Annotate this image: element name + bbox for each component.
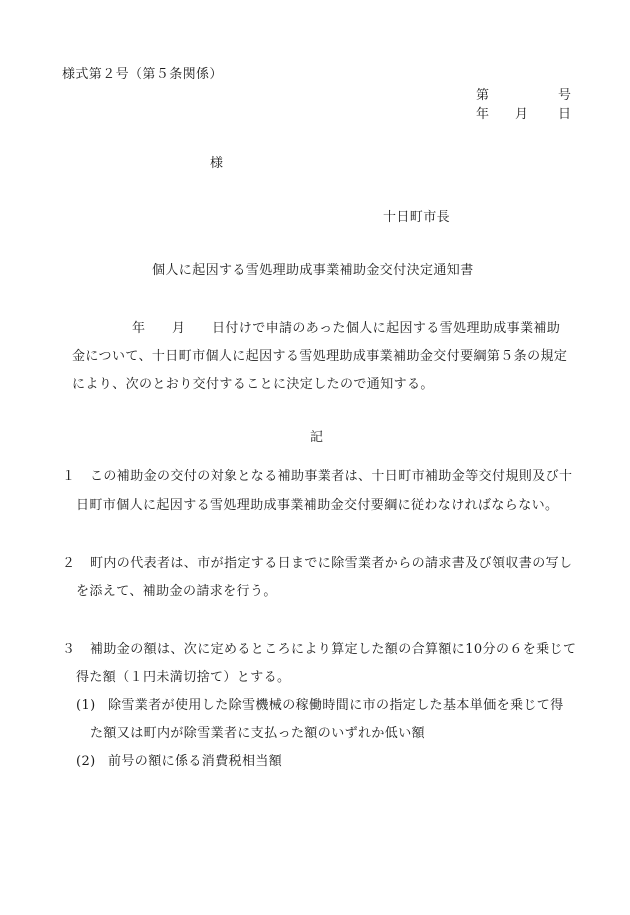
date-month-label: 月: [515, 107, 529, 122]
item-text-line: 補助金の額は、次に定めるところにより算定した額の合算額に10分の６を乗じて: [90, 642, 577, 657]
item-text-line: 日町市個人に起因する雪処理助成事業補助金交付要綱に従わなければならない。: [76, 498, 559, 513]
subitem-text-line: 前号の額に係る消費税相当額: [108, 754, 283, 769]
item-text-line: この補助金の交付の対象となる補助事業者は、十日町市補助金等交付規則及び十: [90, 469, 573, 484]
intro-line-2: 金について、十日町市個人に起因する雪処理助成事業補助金交付要綱第５条の規定: [72, 349, 568, 364]
subitem-number: (1): [76, 698, 96, 713]
ki-heading: 記: [310, 430, 324, 445]
form-number: 様式第２号（第５条関係）: [62, 67, 223, 82]
document-number-prefix: 第: [476, 88, 490, 103]
intro-line-3: により、次のとおり交付することに決定したので通知する。: [72, 377, 434, 392]
intro-year-label: 年: [132, 321, 146, 336]
date-day-label: 日: [558, 107, 572, 122]
item-text-line: 得た額（１円未満切捨て）とする。: [76, 670, 291, 685]
sender-name: 十日町市長: [383, 210, 451, 225]
item-number: ３: [62, 642, 76, 657]
item-text-line: を添えて、補助金の請求を行う。: [76, 584, 277, 599]
item-text-line: 町内の代表者は、市が指定する日までに除雪業者からの請求書及び領収書の写し: [90, 556, 573, 571]
document-number-suffix: 号: [558, 88, 572, 103]
subitem-text-line: 除雪業者が使用した除雪機械の稼働時間に市の指定した基本単価を乗じて得: [108, 698, 564, 713]
subitem-text-line: た額又は町内が除雪業者に支払った額のいずれか低い額: [90, 726, 426, 741]
item-number: １: [62, 469, 76, 484]
subitem-number: (2): [76, 754, 96, 769]
date-year-label: 年: [476, 107, 490, 122]
intro-line-1: 日付けで申請のあった個人に起因する雪処理助成事業補助: [212, 321, 561, 336]
item-number: ２: [62, 556, 76, 571]
document-title: 個人に起因する雪処理助成事業補助金交付決定通知書: [152, 263, 474, 278]
addressee-honorific: 様: [210, 156, 224, 171]
intro-month-label: 月: [172, 321, 186, 336]
